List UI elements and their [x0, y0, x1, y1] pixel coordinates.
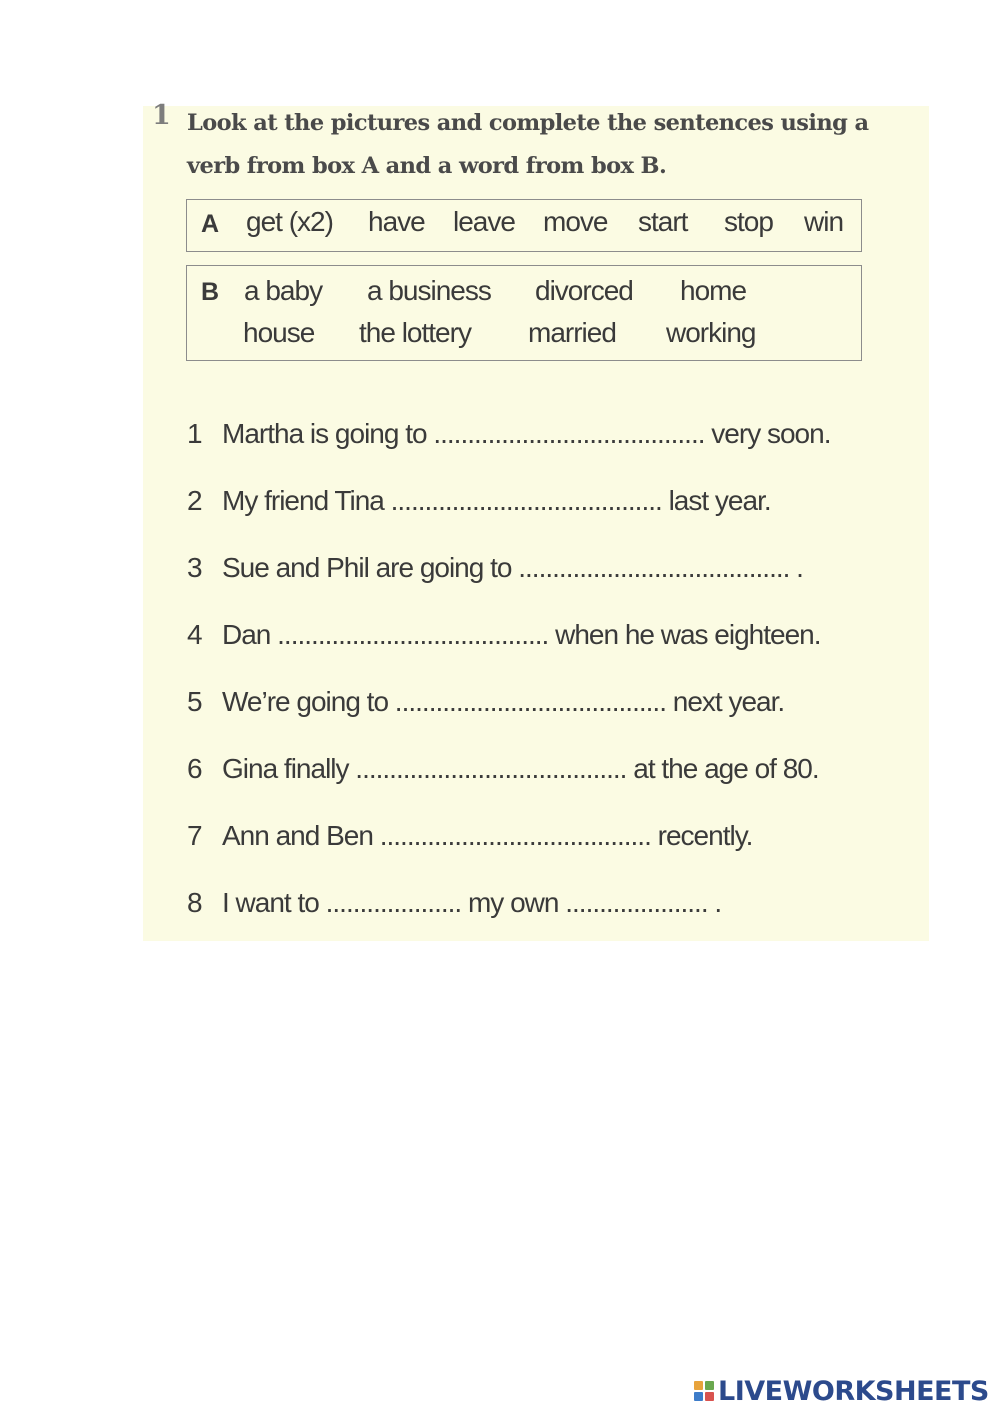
sentence-number: 6 — [187, 753, 202, 784]
sentence-text: My friend Tina ........................................ last year. — [222, 485, 771, 516]
sentence-7 — [187, 820, 752, 852]
logo-square — [694, 1381, 703, 1390]
sentence-number: 8 — [187, 887, 202, 918]
exercise-instruction — [187, 102, 917, 188]
box-a-word: move — [543, 206, 608, 237]
sentence-text: Gina finally ........................................ at the age of 80. — [222, 753, 819, 784]
box-b-word: house — [243, 317, 315, 348]
exercise-number: 1 — [152, 100, 171, 131]
sentence-text: We’re going to ........................................ next year. — [222, 686, 785, 717]
logo-square — [705, 1392, 714, 1401]
box-b-word: married — [528, 317, 616, 348]
box-b-word: a baby — [244, 275, 323, 306]
sentence-number: 3 — [187, 552, 202, 583]
logo-text: LIVEWORKSHEETS — [718, 1375, 989, 1407]
box-a-word: get (x2) — [246, 206, 333, 237]
word-box-b — [186, 265, 862, 361]
logo-mark-icon — [694, 1381, 714, 1401]
sentence-2 — [187, 485, 771, 517]
box-a-word: have — [368, 206, 425, 237]
sentence-number: 5 — [187, 686, 202, 717]
sentence-1 — [187, 418, 830, 450]
box-a-word: leave — [453, 206, 515, 237]
logo-square — [705, 1381, 714, 1390]
sentence-number: 4 — [187, 619, 202, 650]
box-a-word: win — [804, 206, 844, 237]
sentence-number: 7 — [187, 820, 202, 851]
box-a-word: stop — [724, 206, 773, 237]
box-a-word: start — [638, 206, 688, 237]
sentence-8 — [187, 887, 721, 919]
instruction-line-1: Look at the pictures and complete the sentences using a — [187, 110, 869, 136]
sentence-6 — [187, 753, 819, 785]
sentence-3 — [187, 552, 803, 584]
box-b-word: divorced — [535, 275, 633, 306]
box-b-word: working — [666, 317, 756, 348]
box-b-letter: B — [201, 278, 220, 306]
liveworksheets-logo — [694, 1376, 989, 1406]
sentence-4 — [187, 619, 821, 651]
box-b-word: a business — [367, 275, 491, 306]
sentence-number: 1 — [187, 418, 202, 449]
sentence-number: 2 — [187, 485, 202, 516]
logo-square — [694, 1392, 703, 1401]
sentence-5 — [187, 686, 784, 718]
sentence-text: Ann and Ben ........................................ recently. — [222, 820, 753, 851]
instruction-line-2: verb from box A and a word from box B. — [187, 153, 667, 179]
sentence-text: Martha is going to ........................................ very soon. — [222, 418, 831, 449]
sentence-text: Sue and Phil are going to ........................................ . — [222, 552, 803, 583]
box-b-word: home — [680, 275, 747, 306]
box-a-letter: A — [201, 210, 220, 238]
box-b-word: the lottery — [359, 317, 471, 348]
sentence-text: I want to .................... my own ..................... . — [222, 887, 722, 918]
sentence-text: Dan ........................................ when he was eighteen. — [222, 619, 821, 650]
word-box-a — [186, 199, 862, 252]
